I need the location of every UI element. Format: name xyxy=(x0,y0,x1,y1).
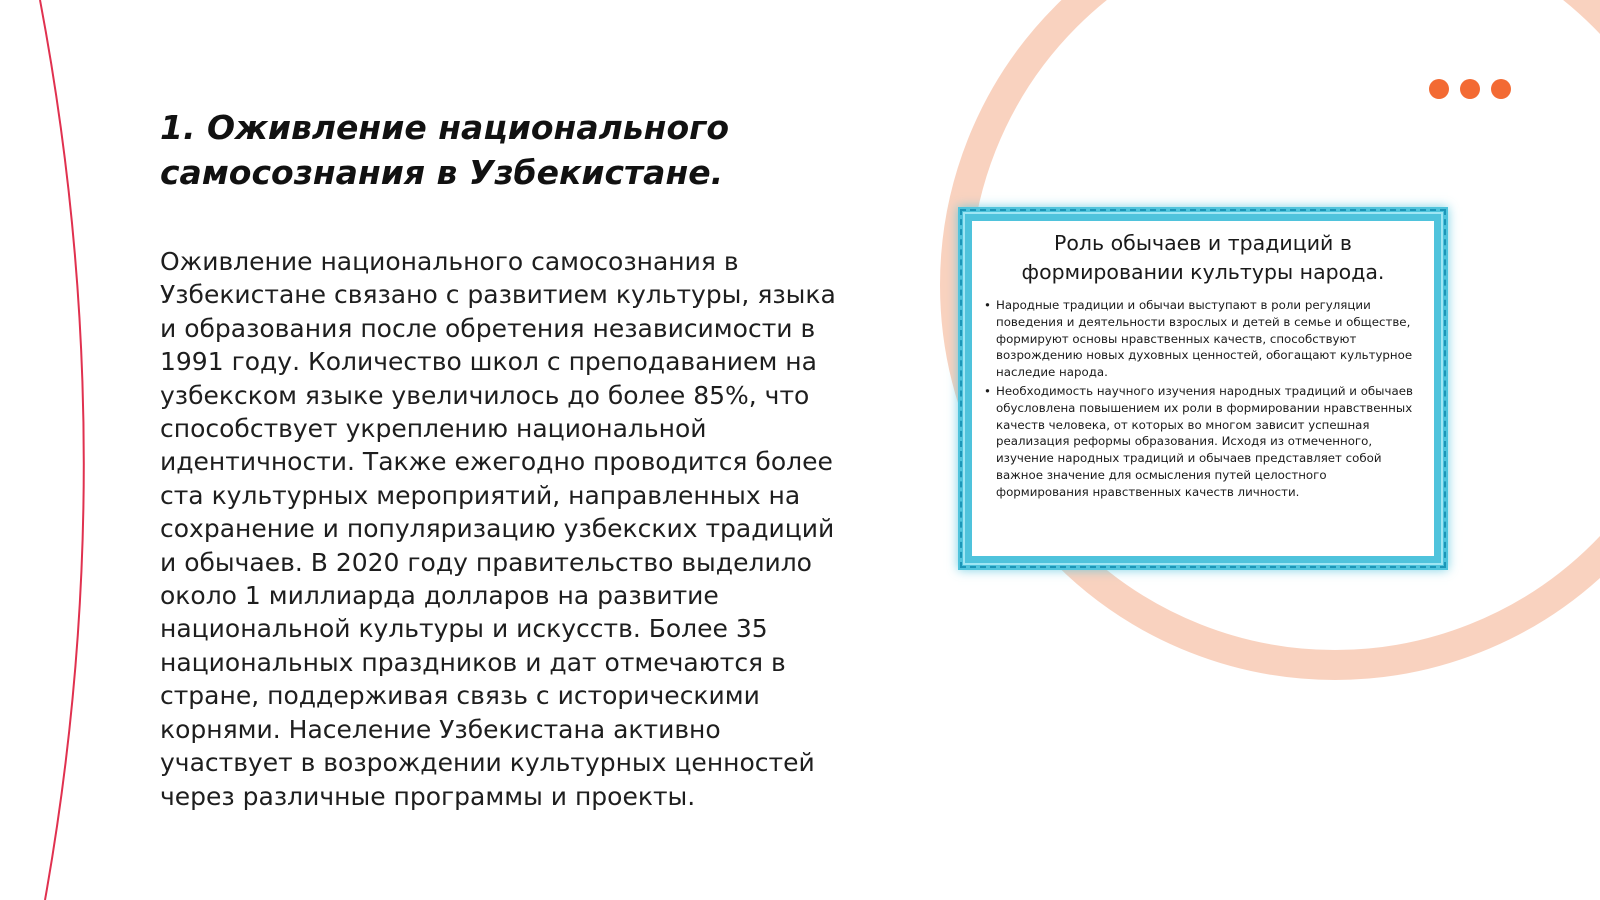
three-dots-icon xyxy=(1429,79,1511,99)
dot xyxy=(1429,79,1449,99)
bullet-icon: • xyxy=(984,298,991,312)
card-title: Роль обычаев и традиций в формировании культуры народа. xyxy=(1021,231,1385,284)
dot xyxy=(1460,79,1480,99)
bullet-icon: • xyxy=(984,383,991,398)
slide-title: 1. Оживление национального самосознания в Узбекистане. xyxy=(160,108,730,192)
slide-body-text: Оживление национального самосознания в Узбекистане связано с развитием культуры, языка и образования после обретения независимости в 1991 году. Количество школ с преподаванием на узбекском языке увеличилось до более 85%, что способствует укреплению национальной идентичности. Также ежегодно проводится более ста культурных мероприятий, направленных на сохранение и популяризацию узбекских традиций и обычаев. В 2020 году правительство выделило около 1 миллиарда долларов на развитие национальной культуры и искусств. Более 35 национальных праздников и дат отмечаются в стране, поддерживая связь с историческими корнями. Население Узбекистана активно участвует в возрождении культурных ценностей через различные программы и проекты. xyxy=(160,247,836,811)
list-item xyxy=(984,383,1422,501)
dot xyxy=(1491,79,1511,99)
left-accent-curve xyxy=(40,0,84,900)
card-bullet-list xyxy=(984,297,1422,501)
list-item-text: Необходимость научного изучения народных традиций и обычаев обусловлена повышением их роли в формировании нравственных качеств человека, от которых во многом зависит успешная реализация реформы образования. Исходя из отмеченного, изучение народных традиций и обычаев представляет собой важное значение для осмысления путей целостного формирования нравственных качеств личности. xyxy=(996,383,1413,499)
info-card xyxy=(958,207,1448,570)
list-item-text: Народные традиции и обычаи выступают в роли регуляции поведения и деятельности взрослых и детей в семье и обществе, формируют основы нравственных качеств, способствуют возрождению новых духовных ценностей, обогащают культурное наследие народа. xyxy=(996,298,1413,380)
list-item xyxy=(984,297,1422,381)
